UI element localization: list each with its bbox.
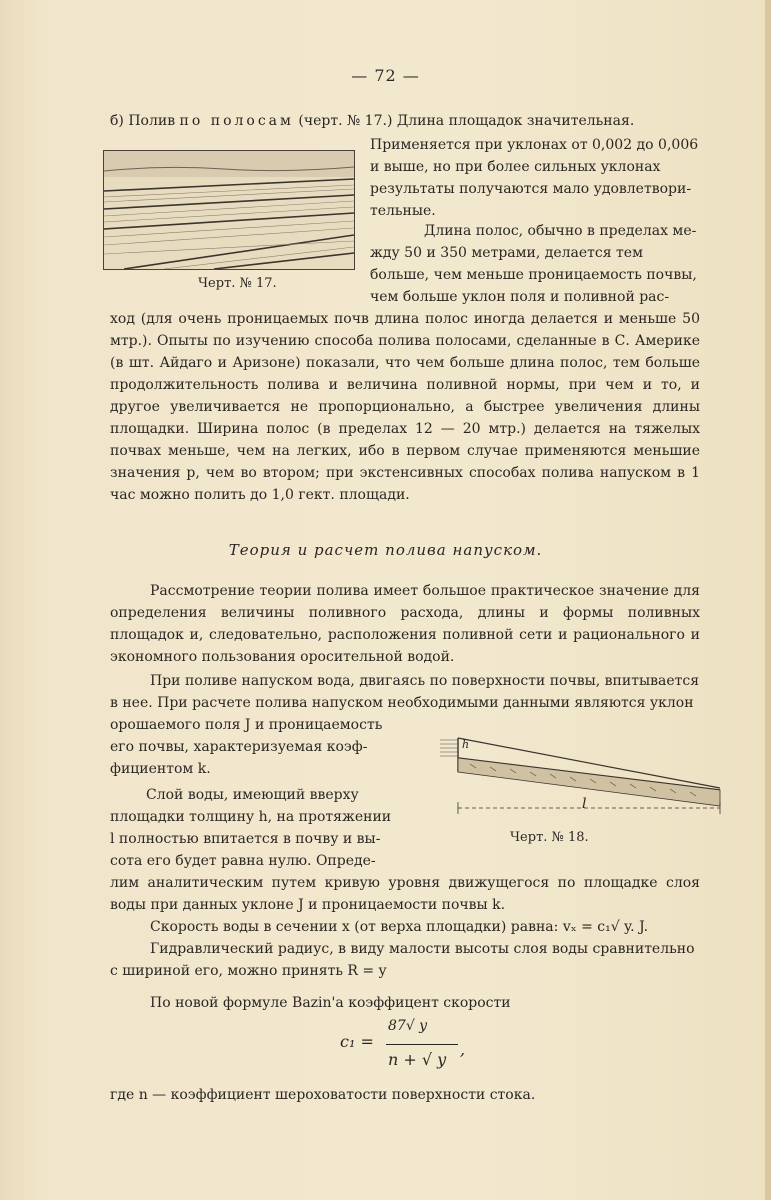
speed-line: Скорость воды в сечении x (от верха площадки) равна: vₓ = c₁√ y. J. [150, 919, 649, 935]
formula-numerator: 87√ y [388, 1018, 428, 1034]
figure-18-label-h: h [462, 738, 470, 751]
page-number: — 72 — [351, 66, 420, 85]
hydraulic-para: Гидравлический радиус, в виду малости высоты слоя воды сравнительно с шириной его, можно принять R = y [110, 941, 695, 979]
para-water-full: При поливе напуском вода, двигаясь по поверхности почвы, впитывается в нее. При расчете полива напуском необходимыми данными являются уклон [110, 673, 700, 711]
title-spaced: по полосам [179, 113, 294, 129]
formula-denominator: n + √ y [388, 1050, 447, 1069]
formula-lhs: c₁ = [340, 1032, 374, 1051]
page-edge-shadow [765, 0, 771, 1200]
bazin-line: По новой формуле Bazin'a коэффицент скорости [150, 995, 511, 1011]
figure-18-label-l: l [582, 796, 587, 812]
para-layer-narrow: Слой воды, имеющий вверху площадки толщину h, на протяжении l полностью впитается в почву и вы- сота его будет равна нулю. Опреде- [110, 787, 392, 869]
para-water-narrow: орошаемого поля J и проницаемость его почвы, характеризуемая коэф- фициентом k. [110, 717, 383, 777]
section-heading: Теория и расчет полива напуском. [228, 541, 543, 559]
section-b-para2-rest: ход (для очень проницаемых почв длина полос иногда делается и меньше 50 мтр.). Опыты по изучению способа полива полосами, сделанные в С. Америке (в шт. Айдаго и Аризоне) показали, что чем больше длина полос, тем больше продолжительность полива и величина поливной нормы, при чем и то, и другое увеличивается не пропорционально, а быстрее увеличения длины площадки. Ширина полос (в пределах 12 — 20 мтр.) делается на тяжелых почвах меньше, чем на легких, ибо в первом случае применяются меньшие значения p, чем во втором; при экстенсивных способах полива напуском в 1 час можно полить до 1,0 гект. площади. [110, 311, 700, 503]
section-b-title: б) Полив по полосам (черт. № 17.) Длина площадок значительная. [110, 113, 635, 129]
formula-tail: , [460, 1040, 466, 1059]
figure-18-slope-drawing [440, 732, 730, 826]
section-b-para1: Применяется при уклонах от 0,002 до 0,006 и выше, но при более сильных уклонах результаты получаются мало удовлетвори- тельные. [370, 137, 699, 219]
figure-17-caption: Черт. № 17. [198, 276, 277, 291]
para-theory: Рассмотрение теории полива имеет большое практическое значение для определения величины поливного расхода, длины и формы поливных площадок и, следовательно, расположения поливной сети и рационального и экономного пользования оросительной водой. [110, 583, 700, 665]
section-b-para2-narrow: Длина полос, обычно в пределах ме- жду 50 и 350 метрами, делается тем больше, чем меньше проницаемость почвы, чем больше уклон поля и поливной рас- [370, 223, 697, 305]
bazin-formula [330, 1018, 470, 1088]
figure-17-strips-drawing [103, 150, 355, 270]
figure-18-caption: Черт. № 18. [510, 830, 589, 845]
para-layer-rest: лим аналитическим путем кривую уровня движущегося по площадке слоя воды при данных уклоне J и проницаемости почвы k. [110, 875, 700, 913]
where-line: где n — коэффициент шероховатости поверхности стока. [110, 1087, 536, 1103]
formula-fraction-bar [386, 1044, 458, 1045]
